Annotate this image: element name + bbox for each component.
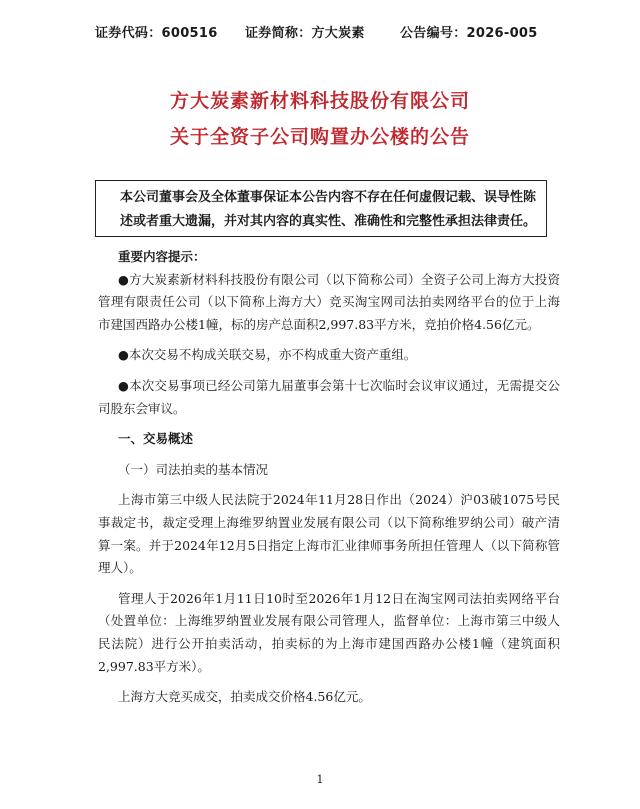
highlights-heading: 重要内容提示： xyxy=(118,249,206,264)
stock-code: 证券代码：600516 xyxy=(95,26,218,41)
announcement-body xyxy=(98,246,560,709)
title-subject: 关于全资子公司购置办公楼的公告 xyxy=(169,126,470,148)
subsection-heading-auction: （一）司法拍卖的基本情况 xyxy=(118,461,269,477)
title-company: 方大炭素新材料科技股份有限公司 xyxy=(169,90,470,112)
responsibility-notice-box xyxy=(95,180,547,237)
highlight-item-2: ●本次交易不构成关联交易，亦不构成重大资产重组。 xyxy=(118,347,417,363)
notice-text: 本公司董事会及全体董事保证本公告内容不存在任何虚假记载、误导性陈述或者重大遗漏，并对其内容的真实性、准确性和完整性承担法律责任。 xyxy=(120,190,537,229)
highlight-item-3: ●本次交易事项已经公司第九届董事会第十七次临时会议审议通过，无需提交公司股东会审议。 xyxy=(98,377,560,416)
paragraph-auction-details: 管理人于2026年1月11日10时至2026年1月12日在淘宝网司法拍卖网络平台（处置单位：上海维罗纳置业发展有限公司管理人，监督单位：上海市第三中级人民法院）进行公开拍卖活动，拍卖标的为上海市建国西路办公楼1幢（建筑面积2,997.83平方米）。 xyxy=(98,590,560,674)
stock-name: 证券简称：方大炭素 xyxy=(245,26,365,41)
paragraph-court-ruling: 上海市第三中级人民法院于2024年11月28日作出（2024）沪03破1075号民事裁定书，裁定受理上海维罗纳置业发展有限公司（以下简称维罗纳公司）破产清算一案。并于2024年12月5日指定上海市汇业律师事务所担任管理人（以下简称管理人）。 xyxy=(98,492,560,576)
highlight-item-1: ●方大炭素新材料科技股份有限公司（以下简称公司）全资子公司上海方大投资管理有限责任公司（以下简称上海方大）竞买淘宝网司法拍卖网络平台的位于上海市建国西路办公楼1幢，标的房产总面积2,997.83平方米，竞拍价格4.56亿元。 xyxy=(98,271,560,332)
paragraph-auction-result: 上海方大竞买成交，拍卖成交价格4.56亿元。 xyxy=(118,689,371,705)
section-heading-overview: 一、交易概述 xyxy=(118,431,194,447)
page-number: 1 xyxy=(316,773,324,786)
announcement-number: 公告编号：2026-005 xyxy=(400,26,538,41)
